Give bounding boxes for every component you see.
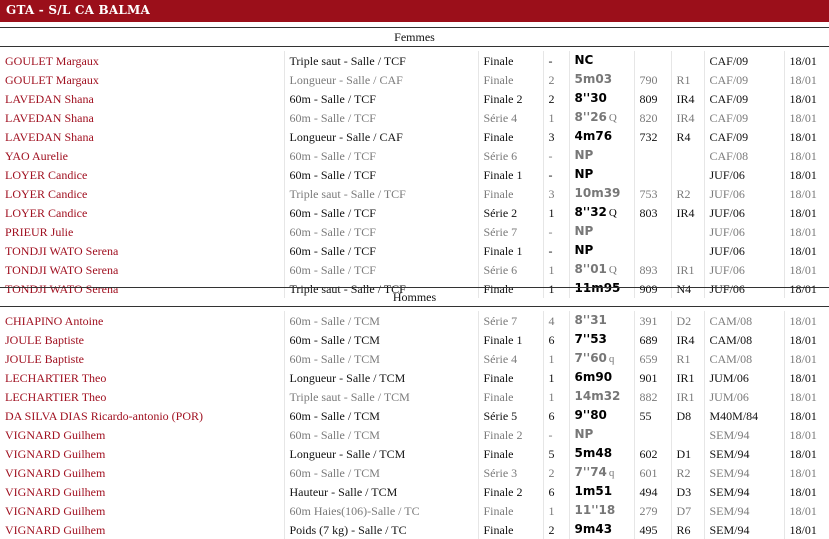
round-cell: Finale [478, 444, 543, 463]
section-header-hommes: Hommes [0, 287, 829, 307]
event-cell: 60m - Salle / TCM [284, 349, 478, 368]
category-cell: CAF/09 [704, 108, 784, 127]
athlete-name-link[interactable]: LAVEDAN Shana [5, 91, 94, 106]
category-cell: M40M/84 [704, 406, 784, 425]
result-row [0, 89, 829, 108]
performance-value: 1m51 [574, 484, 613, 498]
result-row [0, 241, 829, 260]
round-cell: Série 4 [478, 108, 543, 127]
performance-cell [569, 260, 634, 279]
performance-cell [569, 184, 634, 203]
performance-value: 14m32 [574, 389, 621, 403]
points-cell: 803 [634, 203, 671, 222]
level-cell: D1 [671, 444, 704, 463]
performance-value: 11''18 [574, 503, 616, 517]
athlete-name-link[interactable]: JOULE Baptiste [5, 351, 84, 366]
points-cell: 495 [634, 520, 671, 539]
event-cell: 60m - Salle / TCF [284, 108, 478, 127]
athlete-name-link[interactable]: PRIEUR Julie [5, 224, 74, 239]
level-cell: R4 [671, 127, 704, 146]
event-cell: Longueur - Salle / CAF [284, 70, 478, 89]
place-cell: 2 [543, 70, 569, 89]
performance-value: 7''74 [574, 465, 607, 479]
points-cell: 602 [634, 444, 671, 463]
points-cell: 55 [634, 406, 671, 425]
performance-value: NP [574, 427, 594, 441]
category-cell: CAM/08 [704, 311, 784, 330]
date-cell: 18/01 [784, 482, 829, 501]
place-cell: 6 [543, 406, 569, 425]
athlete-name-link[interactable]: VIGNARD Guilhem [5, 484, 106, 499]
category-cell: JUM/06 [704, 368, 784, 387]
event-cell: Triple saut - Salle / TCF [284, 184, 478, 203]
athlete-name-link[interactable]: LAVEDAN Shana [5, 110, 94, 125]
athlete-name-link[interactable]: LOYER Candice [5, 167, 88, 182]
qualification-mark: q [608, 467, 615, 479]
athlete-name-link[interactable]: YAO Aurelie [5, 148, 68, 163]
performance-cell [569, 108, 634, 127]
place-cell: 2 [543, 89, 569, 108]
points-cell: 494 [634, 482, 671, 501]
points-cell: 391 [634, 311, 671, 330]
place-cell: 1 [543, 501, 569, 520]
points-cell [634, 425, 671, 444]
round-cell: Série 7 [478, 311, 543, 330]
points-cell [634, 51, 671, 70]
points-cell: 689 [634, 330, 671, 349]
level-cell: D8 [671, 406, 704, 425]
points-cell: 882 [634, 387, 671, 406]
points-cell [634, 146, 671, 165]
athlete-name-link[interactable]: TONDJI WATO Serena [5, 281, 119, 296]
event-cell: Longueur - Salle / TCM [284, 444, 478, 463]
performance-value: 8''26 [574, 110, 607, 124]
athlete-name-link[interactable]: LOYER Candice [5, 186, 88, 201]
round-cell: Finale [478, 387, 543, 406]
result-row [0, 501, 829, 520]
event-cell: Triple saut - Salle / TCF [284, 51, 478, 70]
performance-value: NP [574, 167, 594, 181]
result-row [0, 463, 829, 482]
athlete-name-link[interactable]: JOULE Baptiste [5, 332, 84, 347]
category-cell: SEM/94 [704, 482, 784, 501]
performance-value: 11m95 [574, 281, 621, 295]
date-cell: 18/01 [784, 127, 829, 146]
date-cell: 18/01 [784, 51, 829, 70]
qualification-mark: Q [608, 112, 617, 124]
level-cell: IR1 [671, 260, 704, 279]
place-cell: 2 [543, 520, 569, 539]
club-title: GTA - S/L CA BALMA [6, 3, 150, 17]
date-cell: 18/01 [784, 425, 829, 444]
result-row [0, 127, 829, 146]
level-cell: D2 [671, 311, 704, 330]
place-cell: 1 [543, 203, 569, 222]
result-row [0, 203, 829, 222]
category-cell: CAF/09 [704, 89, 784, 108]
performance-cell [569, 501, 634, 520]
date-cell: 18/01 [784, 165, 829, 184]
category-cell: SEM/94 [704, 501, 784, 520]
points-cell: 753 [634, 184, 671, 203]
performance-cell [569, 406, 634, 425]
round-cell: Finale 2 [478, 482, 543, 501]
athlete-name-link[interactable]: LECHARTIER Theo [5, 389, 107, 404]
level-cell: D7 [671, 501, 704, 520]
result-row [0, 146, 829, 165]
level-cell [671, 51, 704, 70]
event-cell: 60m - Salle / TCF [284, 89, 478, 108]
place-cell: 1 [543, 349, 569, 368]
round-cell: Finale [478, 279, 543, 298]
athlete-name-link[interactable]: VIGNARD Guilhem [5, 465, 106, 480]
category-cell: SEM/94 [704, 463, 784, 482]
level-cell [671, 241, 704, 260]
performance-cell [569, 127, 634, 146]
performance-value: 10m39 [574, 186, 621, 200]
performance-cell [569, 368, 634, 387]
place-cell: 1 [543, 260, 569, 279]
date-cell: 18/01 [784, 89, 829, 108]
result-row [0, 70, 829, 89]
date-cell: 18/01 [784, 349, 829, 368]
athlete-name-link[interactable]: DA SILVA DIAS Ricardo-antonio (POR) [5, 408, 204, 423]
place-cell: 1 [543, 387, 569, 406]
performance-cell [569, 222, 634, 241]
performance-cell [569, 482, 634, 501]
performance-value: 9''80 [574, 408, 607, 422]
performance-value: 6m90 [574, 370, 613, 384]
performance-cell [569, 70, 634, 89]
round-cell: Finale [478, 184, 543, 203]
place-cell: 1 [543, 368, 569, 387]
performance-value: 9m43 [574, 522, 613, 536]
performance-value: NP [574, 148, 594, 162]
results-table-femmes [0, 51, 829, 298]
date-cell: 18/01 [784, 387, 829, 406]
result-row [0, 368, 829, 387]
athlete-name-link[interactable]: GOULET Margaux [5, 72, 99, 87]
level-cell: D3 [671, 482, 704, 501]
event-cell: 60m - Salle / TCF [284, 146, 478, 165]
place-cell: - [543, 425, 569, 444]
result-row [0, 406, 829, 425]
performance-cell [569, 311, 634, 330]
category-cell: CAF/09 [704, 127, 784, 146]
date-cell: 18/01 [784, 260, 829, 279]
round-cell: Série 7 [478, 222, 543, 241]
performance-cell [569, 463, 634, 482]
date-cell: 18/01 [784, 70, 829, 89]
category-cell: SEM/94 [704, 520, 784, 539]
performance-value: NP [574, 243, 594, 257]
place-cell: 5 [543, 444, 569, 463]
place-cell: 1 [543, 108, 569, 127]
event-cell: 60m Haies(106)-Salle / TC [284, 501, 478, 520]
round-cell: Finale [478, 501, 543, 520]
date-cell: 18/01 [784, 406, 829, 425]
date-cell: 18/01 [784, 146, 829, 165]
performance-cell [569, 165, 634, 184]
event-cell: 60m - Salle / TCF [284, 165, 478, 184]
result-row [0, 165, 829, 184]
points-cell: 279 [634, 501, 671, 520]
result-row [0, 482, 829, 501]
result-row [0, 520, 829, 539]
points-cell [634, 222, 671, 241]
level-cell: R6 [671, 520, 704, 539]
athlete-name-link[interactable]: VIGNARD Guilhem [5, 522, 106, 537]
place-cell: - [543, 222, 569, 241]
performance-value: NC [574, 53, 594, 67]
event-cell: 60m - Salle / TCF [284, 222, 478, 241]
place-cell: - [543, 165, 569, 184]
level-cell: R2 [671, 184, 704, 203]
performance-value: 7''60 [574, 351, 607, 365]
level-cell [671, 165, 704, 184]
date-cell: 18/01 [784, 463, 829, 482]
athlete-name-link[interactable]: VIGNARD Guilhem [5, 427, 106, 442]
date-cell: 18/01 [784, 279, 829, 298]
round-cell: Série 5 [478, 406, 543, 425]
performance-cell [569, 425, 634, 444]
level-cell: IR4 [671, 108, 704, 127]
place-cell: 3 [543, 184, 569, 203]
category-cell: SEM/94 [704, 444, 784, 463]
result-row [0, 330, 829, 349]
performance-cell [569, 89, 634, 108]
athlete-name-link[interactable]: LECHARTIER Theo [5, 370, 107, 385]
category-cell: JUF/06 [704, 260, 784, 279]
level-cell: N4 [671, 279, 704, 298]
event-cell: 60m - Salle / TCM [284, 406, 478, 425]
date-cell: 18/01 [784, 501, 829, 520]
event-cell: Longueur - Salle / TCM [284, 368, 478, 387]
athlete-name-link[interactable]: CHIAPINO Antoine [5, 313, 104, 328]
level-cell: IR4 [671, 203, 704, 222]
qualification-mark: q [608, 353, 615, 365]
category-cell: CAM/08 [704, 330, 784, 349]
round-cell: Finale [478, 127, 543, 146]
result-row [0, 51, 829, 70]
category-cell: JUF/06 [704, 184, 784, 203]
category-cell: JUF/06 [704, 165, 784, 184]
level-cell [671, 222, 704, 241]
place-cell: 2 [543, 463, 569, 482]
event-cell: Triple saut - Salle / TCF [284, 279, 478, 298]
round-cell: Série 6 [478, 260, 543, 279]
section-header-femmes: Femmes [0, 27, 829, 47]
level-cell [671, 425, 704, 444]
performance-cell [569, 387, 634, 406]
performance-cell [569, 241, 634, 260]
performance-cell [569, 51, 634, 70]
round-cell: Finale [478, 51, 543, 70]
event-cell: 60m - Salle / TCF [284, 241, 478, 260]
points-cell: 732 [634, 127, 671, 146]
category-cell: CAF/09 [704, 51, 784, 70]
qualification-mark: Q [608, 264, 617, 276]
event-cell: Hauteur - Salle / TCM [284, 482, 478, 501]
round-cell: Série 6 [478, 146, 543, 165]
result-row [0, 349, 829, 368]
round-cell: Série 2 [478, 203, 543, 222]
performance-value: 8''31 [574, 313, 607, 327]
round-cell: Finale 1 [478, 165, 543, 184]
category-cell: JUF/06 [704, 279, 784, 298]
event-cell: 60m - Salle / TCM [284, 330, 478, 349]
performance-value: 8''01 [574, 262, 607, 276]
points-cell [634, 165, 671, 184]
athlete-name-link[interactable]: LOYER Candice [5, 205, 88, 220]
category-cell: CAM/08 [704, 349, 784, 368]
performance-value: 8''30 [574, 91, 607, 105]
performance-cell [569, 444, 634, 463]
level-cell: R1 [671, 349, 704, 368]
date-cell: 18/01 [784, 444, 829, 463]
performance-value: NP [574, 224, 594, 238]
result-row [0, 311, 829, 330]
performance-cell [569, 349, 634, 368]
place-cell: 4 [543, 311, 569, 330]
category-cell: SEM/94 [704, 425, 784, 444]
event-cell: Poids (7 kg) - Salle / TC [284, 520, 478, 539]
round-cell: Série 3 [478, 463, 543, 482]
date-cell: 18/01 [784, 311, 829, 330]
event-cell: 60m - Salle / TCF [284, 203, 478, 222]
results-table-hommes [0, 311, 829, 539]
points-cell: 659 [634, 349, 671, 368]
points-cell: 790 [634, 70, 671, 89]
place-cell: 6 [543, 482, 569, 501]
athlete-name-link[interactable]: TONDJI WATO Serena [5, 243, 119, 258]
points-cell: 809 [634, 89, 671, 108]
category-cell: JUM/06 [704, 387, 784, 406]
category-cell: JUF/06 [704, 203, 784, 222]
date-cell: 18/01 [784, 108, 829, 127]
athlete-name-link[interactable]: VIGNARD Guilhem [5, 503, 106, 518]
performance-cell [569, 146, 634, 165]
points-cell: 901 [634, 368, 671, 387]
date-cell: 18/01 [784, 184, 829, 203]
performance-cell [569, 330, 634, 349]
category-cell: JUF/06 [704, 222, 784, 241]
date-cell: 18/01 [784, 330, 829, 349]
result-row [0, 425, 829, 444]
result-row [0, 387, 829, 406]
event-cell: Triple saut - Salle / TCM [284, 387, 478, 406]
points-cell: 893 [634, 260, 671, 279]
points-cell: 601 [634, 463, 671, 482]
round-cell: Finale [478, 70, 543, 89]
performance-value: 7''53 [574, 332, 607, 346]
date-cell: 18/01 [784, 222, 829, 241]
points-cell: 820 [634, 108, 671, 127]
athlete-name-link[interactable]: TONDJI WATO Serena [5, 262, 119, 277]
performance-value: 5m03 [574, 72, 613, 86]
place-cell: 1 [543, 279, 569, 298]
performance-value: 5m48 [574, 446, 613, 460]
level-cell [671, 146, 704, 165]
event-cell: 60m - Salle / TCM [284, 311, 478, 330]
round-cell: Finale 1 [478, 330, 543, 349]
place-cell: 3 [543, 127, 569, 146]
level-cell: R2 [671, 463, 704, 482]
round-cell: Série 4 [478, 349, 543, 368]
result-row [0, 222, 829, 241]
level-cell: IR4 [671, 89, 704, 108]
level-cell: IR1 [671, 368, 704, 387]
category-cell: JUF/06 [704, 241, 784, 260]
level-cell: R1 [671, 70, 704, 89]
category-cell: CAF/09 [704, 70, 784, 89]
athlete-name-link[interactable]: LAVEDAN Shana [5, 129, 94, 144]
result-row [0, 108, 829, 127]
date-cell: 18/01 [784, 203, 829, 222]
event-cell: 60m - Salle / TCF [284, 260, 478, 279]
date-cell: 18/01 [784, 520, 829, 539]
round-cell: Finale 2 [478, 89, 543, 108]
performance-cell [569, 203, 634, 222]
place-cell: - [543, 146, 569, 165]
result-row [0, 184, 829, 203]
date-cell: 18/01 [784, 241, 829, 260]
event-cell: 60m - Salle / TCM [284, 425, 478, 444]
athlete-name-link[interactable]: VIGNARD Guilhem [5, 446, 106, 461]
level-cell: IR1 [671, 387, 704, 406]
qualification-mark: Q [608, 207, 617, 219]
place-cell: 6 [543, 330, 569, 349]
performance-cell [569, 520, 634, 539]
round-cell: Finale [478, 520, 543, 539]
round-cell: Finale 1 [478, 241, 543, 260]
event-cell: 60m - Salle / TCM [284, 463, 478, 482]
place-cell: - [543, 241, 569, 260]
performance-value: 4m76 [574, 129, 613, 143]
performance-value: 8''32 [574, 205, 607, 219]
club-header-bar [0, 0, 829, 22]
place-cell: - [543, 51, 569, 70]
level-cell: IR4 [671, 330, 704, 349]
round-cell: Finale 2 [478, 425, 543, 444]
round-cell: Finale [478, 368, 543, 387]
points-cell: 909 [634, 279, 671, 298]
event-cell: Longueur - Salle / CAF [284, 127, 478, 146]
result-row [0, 260, 829, 279]
athlete-name-link[interactable]: GOULET Margaux [5, 53, 99, 68]
category-cell: CAF/08 [704, 146, 784, 165]
points-cell [634, 241, 671, 260]
result-row [0, 444, 829, 463]
date-cell: 18/01 [784, 368, 829, 387]
